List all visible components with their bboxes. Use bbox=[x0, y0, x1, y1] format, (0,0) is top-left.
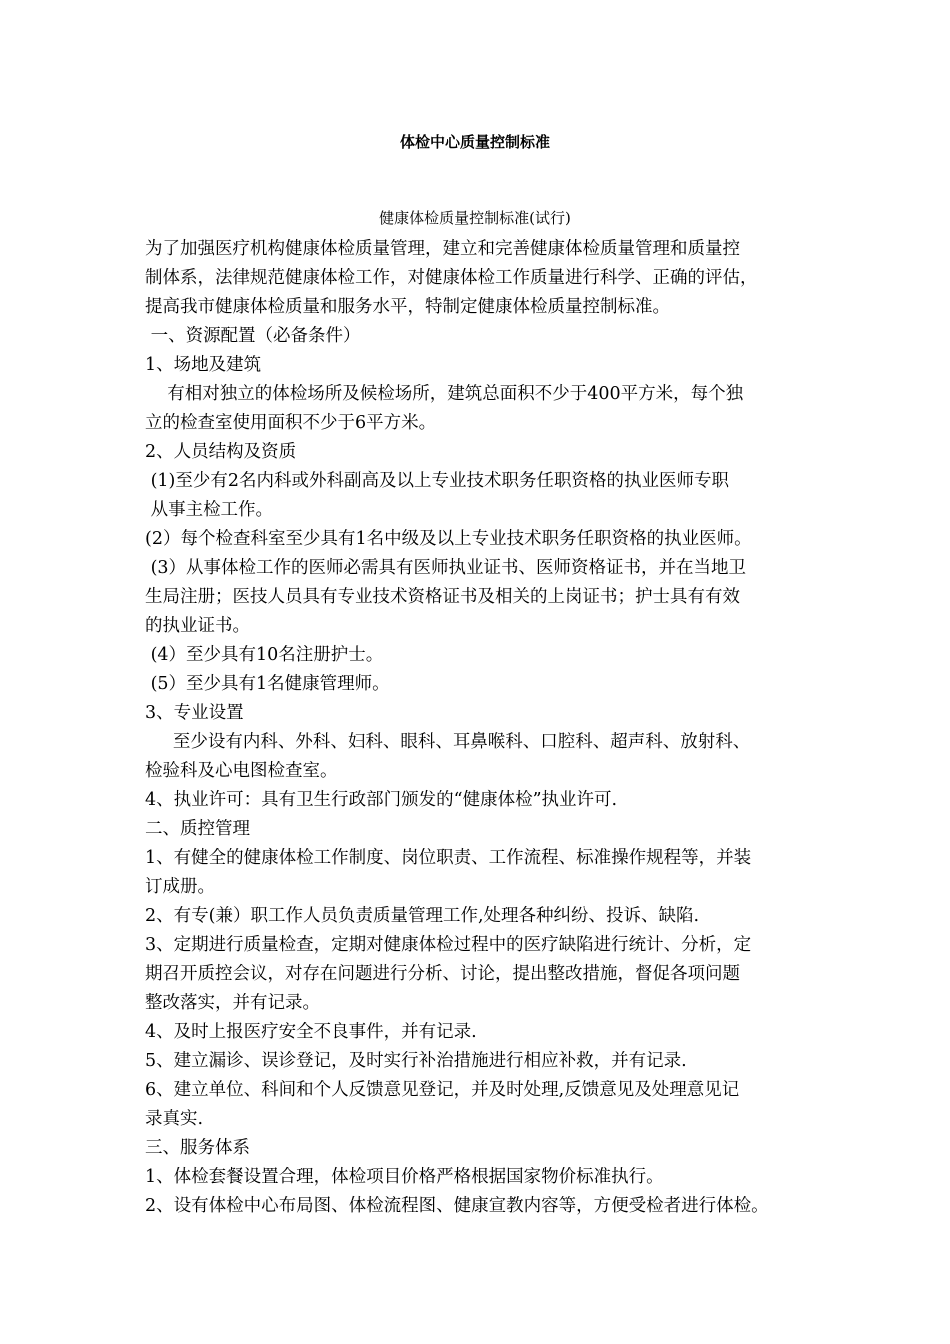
text-line: 4、执业许可：具有卫生行政部门颁发的“健康体检”执业许可. bbox=[145, 790, 618, 810]
document-title: 体检中心质量控制标准 bbox=[399, 133, 550, 151]
text-line: 二、质控管理 bbox=[145, 819, 250, 839]
text-line: 2、设有体检中心布局图、体检流程图、健康宣教内容等，方便受检者进行体检。 bbox=[145, 1196, 769, 1216]
text-line: 录真实. bbox=[145, 1109, 204, 1129]
text-line: 生局注册；医技人员具有专业技术资格证书及相关的上岗证书；护士具有有效 bbox=[145, 587, 740, 607]
text-line: 提高我市健康体检质量和服务水平，特制定健康体检质量控制标准。 bbox=[145, 297, 670, 317]
text-line: 有相对独立的体检场所及候检场所，建筑总面积不少于400平方米，每个独 bbox=[145, 384, 744, 404]
text-line: 的执业证书。 bbox=[145, 616, 250, 636]
text-line: 1、体检套餐设置合理，体检项目价格严格根据国家物价标准执行。 bbox=[145, 1167, 664, 1187]
text-line: 4、及时上报医疗安全不良事件，并有记录. bbox=[145, 1022, 477, 1042]
document-body bbox=[145, 235, 825, 1221]
text-line: 一、资源配置（必备条件） bbox=[145, 326, 361, 346]
text-line: (2）每个检查科室至少具有1名中级及以上专业技术职务任职资格的执业医师。 bbox=[145, 529, 752, 549]
text-line: 制体系，法律规范健康体检工作，对健康体检工作质量进行科学、正确的评估， bbox=[145, 268, 758, 288]
text-line: 期召开质控会议，对存在问题进行分析、讨论，提出整改措施，督促各项问题 bbox=[145, 964, 740, 984]
text-line: 三、服务体系 bbox=[145, 1138, 250, 1158]
text-line: (3）从事体检工作的医师必需具有医师执业证书、医师资格证书，并在当地卫 bbox=[145, 558, 747, 578]
text-line: 5、建立漏诊、误诊登记，及时实行补治措施进行相应补救，并有记录. bbox=[145, 1051, 687, 1071]
text-line: 订成册。 bbox=[145, 877, 215, 897]
text-line: 检验科及心电图检查室。 bbox=[145, 761, 338, 781]
text-line: (1)至少有2名内科或外科副高及以上专业技术职务任职资格的执业医师专职 bbox=[145, 471, 729, 491]
text-line: 2、人员结构及资质 bbox=[145, 442, 297, 462]
text-line: 6、建立单位、科间和个人反馈意见登记，并及时处理,反馈意见及处理意见记 bbox=[145, 1080, 740, 1100]
text-line: 整改落实，并有记录。 bbox=[145, 993, 320, 1013]
text-line: 为了加强医疗机构健康体检质量管理，建立和完善健康体检质量管理和质量控 bbox=[145, 239, 740, 259]
text-line: (5）至少具有1名健康管理师。 bbox=[145, 674, 390, 694]
text-line: 1、有健全的健康体检工作制度、岗位职责、工作流程、标准操作规程等，并装 bbox=[145, 848, 752, 868]
text-line: 1、场地及建筑 bbox=[145, 355, 262, 375]
document-subtitle: 健康体检质量控制标准(试行) bbox=[379, 209, 571, 227]
text-line: 立的检查室使用面积不少于6平方米。 bbox=[145, 413, 437, 433]
text-line: 2、有专(兼）职工作人员负责质量管理工作,处理各种纠纷、投诉、缺陷. bbox=[145, 906, 700, 926]
text-line: (4）至少具有10名注册护士。 bbox=[145, 645, 384, 665]
text-line: 3、定期进行质量检查，定期对健康体检过程中的医疗缺陷进行统计、分析，定 bbox=[145, 935, 752, 955]
text-line: 3、专业设置 bbox=[145, 703, 244, 723]
text-line: 从事主检工作。 bbox=[145, 500, 274, 520]
text-line: 至少设有内科、外科、妇科、眼科、耳鼻喉科、口腔科、超声科、放射科、 bbox=[145, 732, 751, 752]
